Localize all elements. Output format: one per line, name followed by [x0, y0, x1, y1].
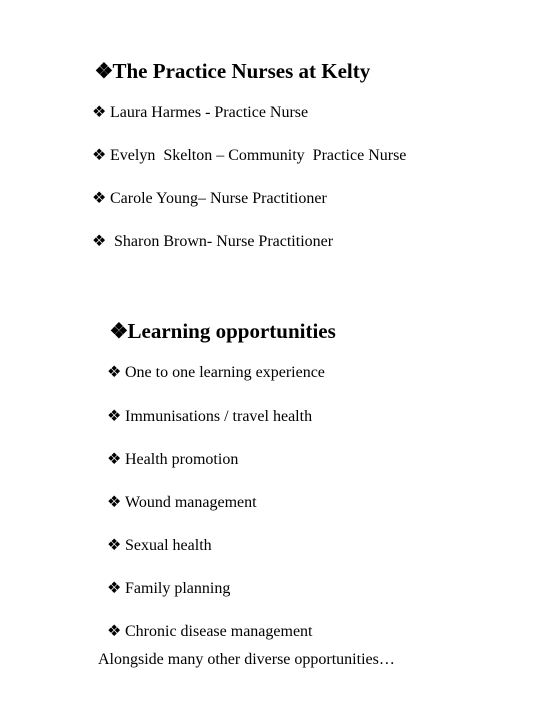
diamond-bullet-icon: ❖ — [94, 59, 114, 83]
list-item-text: Evelyn Skelton – Community Practice Nurse — [110, 147, 407, 164]
list-item — [99, 349, 325, 381]
closing-note: Alongside many other diverse opportunities… — [98, 651, 395, 668]
list-item-text: Sharon Brown- Nurse Practitioner — [110, 233, 334, 250]
list-item — [99, 522, 212, 554]
list-item — [84, 175, 327, 207]
list-item — [84, 132, 406, 164]
diamond-bullet-icon: ❖ — [92, 147, 107, 164]
diamond-bullet-icon: ❖ — [107, 580, 122, 597]
list-item-text: Health promotion — [125, 451, 239, 468]
diamond-bullet-icon: ❖ — [92, 104, 107, 121]
diamond-bullet-icon: ❖ — [107, 364, 122, 381]
diamond-bullet-icon: ❖ — [107, 451, 122, 468]
heading-text: Learning opportunities — [127, 319, 336, 343]
list-item — [99, 608, 313, 640]
diamond-bullet-icon: ❖ — [109, 319, 129, 343]
list-item-text: Family planning — [125, 580, 231, 597]
list-item — [99, 565, 230, 597]
diamond-bullet-icon: ❖ — [107, 494, 122, 511]
list-item-text: Chronic disease management — [125, 623, 313, 640]
section-heading-nurses — [84, 40, 370, 82]
list-item — [99, 479, 257, 511]
list-item-text: Sexual health — [125, 537, 212, 554]
heading-text: The Practice Nurses at Kelty — [112, 59, 371, 83]
list-item — [84, 218, 333, 250]
list-item-text: One to one learning experience — [125, 364, 325, 381]
list-item-text: Carole Young– Nurse Practitioner — [110, 190, 327, 207]
diamond-bullet-icon: ❖ — [107, 408, 122, 425]
diamond-bullet-icon: ❖ — [107, 537, 122, 554]
diamond-bullet-icon: ❖ — [92, 190, 107, 207]
list-item-text: Immunisations / travel health — [125, 408, 313, 425]
list-item-text: Wound management — [125, 494, 257, 511]
list-item — [84, 89, 308, 121]
list-item — [99, 436, 238, 468]
list-item-text: Laura Harmes - Practice Nurse — [110, 104, 309, 121]
section-heading-learning — [99, 300, 336, 342]
diamond-bullet-icon: ❖ — [107, 623, 122, 640]
diamond-bullet-icon: ❖ — [92, 233, 107, 250]
list-item — [99, 393, 312, 425]
